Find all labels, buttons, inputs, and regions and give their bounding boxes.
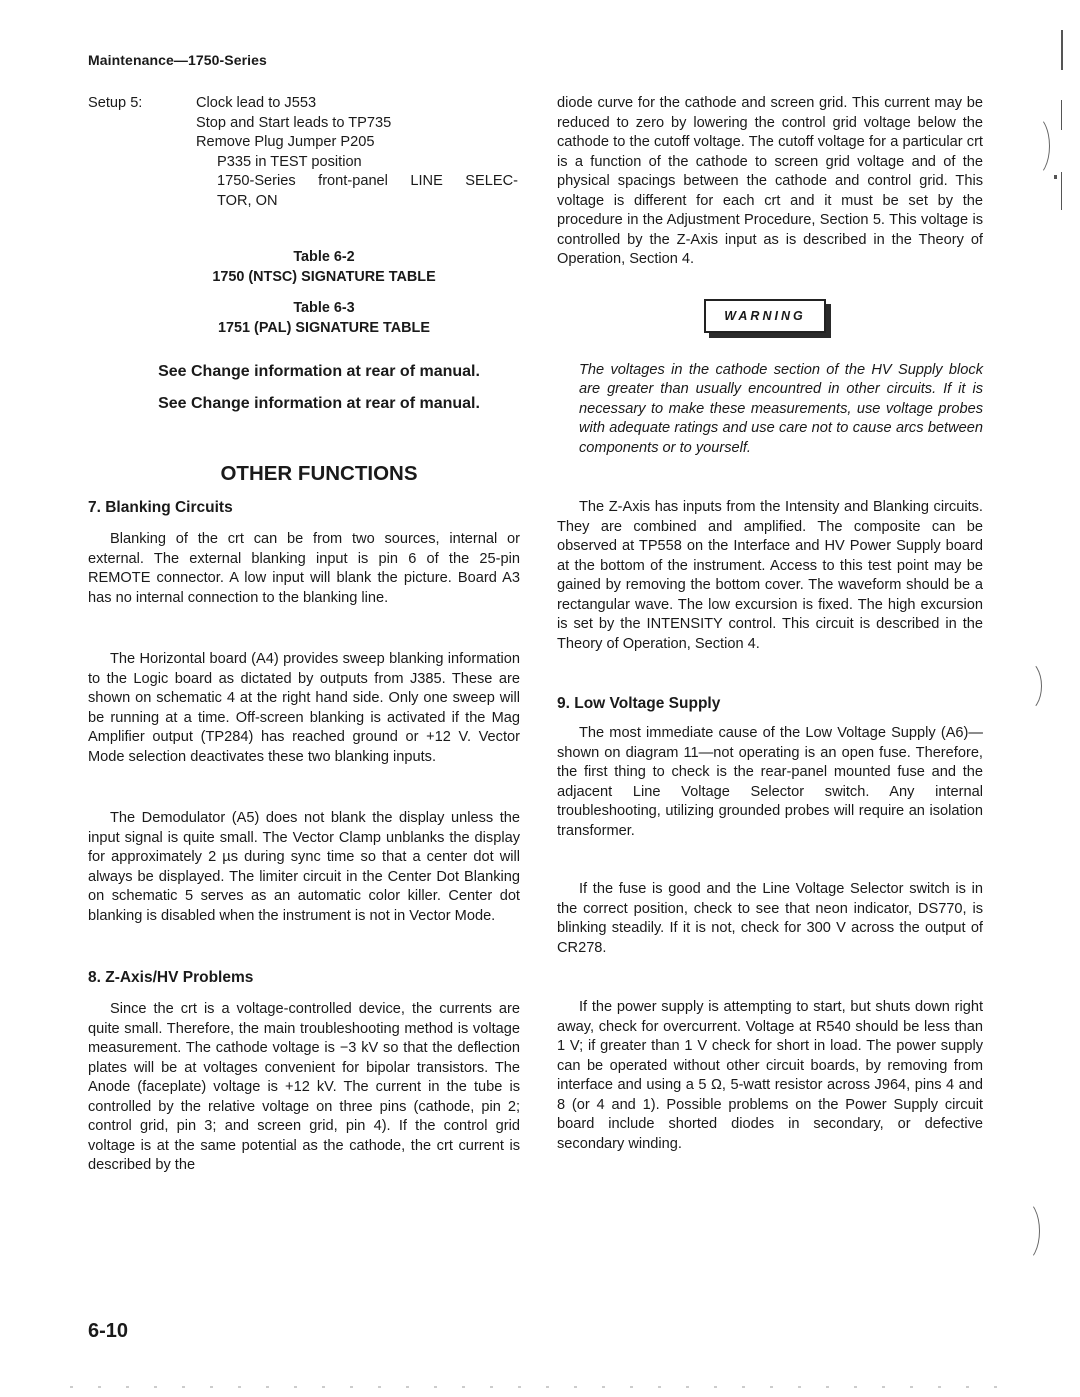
warning-label: WARNING (704, 299, 826, 333)
scan-artifact (1018, 115, 1050, 177)
paragraph: If the power supply is attempting to start, but shuts down right away, check for overcurrent. Voltage at R540 should be less than 1 V; if greater than 1 V check for short in load. The power supply can be operated without other circuit boards, by removing from interface and using a 5 Ω, 5-watt resistor across J964, pins 4 and 8 (or 4 and 1). Possible problems on the Power Supply circuit board include shorted diodes in secondary, or defective secondary winding. (557, 999, 983, 1152)
paragraph: Since the crt is a voltage-controlled device, the currents are quite small. Therefore, the main troubleshooting method is voltage measurement. The cathode voltage is −3 kV so that the deflection plates will be at voltages convenient for bipolar transistors. The Anode (faceplate) voltage is +12 kV. The current in the tube is controlled by the relative voltage on three pins (cathode, pin 2; control grid, pin 3; and screen grid, pin 4). If the control grid voltage is at the same potential as the cathode, the crt current is described by the (88, 1001, 520, 1174)
setup-substep: P335 in TEST position (217, 153, 362, 170)
heading-blanking-circuits: 7. Blanking Circuits (88, 499, 233, 517)
setup-steps (196, 94, 518, 211)
binding-mark (1054, 175, 1057, 179)
setup-step: Stop and Start leads to TP735 (196, 114, 392, 131)
change-note: See Change information at rear of manual. (158, 395, 480, 413)
section-title: OTHER FUNCTIONS (220, 462, 418, 486)
binding-mark (1061, 30, 1063, 70)
paragraph: The most immediate cause of the Low Voltage Supply (A6)—shown on diagram 11—not operating is an open fuse. Therefore, the first thing to check is the rear-panel mounted fuse and the adjacent Line Voltage Selector switch. Any internal troubleshooting, utilizing grounded probes will require an isolation transformer. (557, 725, 983, 839)
table-title: 1751 (PAL) SIGNATURE TABLE (218, 319, 430, 336)
heading-low-voltage-supply: 9. Low Voltage Supply (557, 695, 721, 712)
setup-substep: 1750-Series front-panel LINE SELEC- (217, 173, 518, 189)
table-references (88, 248, 520, 338)
scan-artifact (1010, 660, 1042, 712)
binding-mark (1061, 100, 1062, 130)
change-note: See Change information at rear of manual. (158, 363, 480, 381)
paragraph-continued: diode curve for the cathode and screen grid. This current may be reduced to zero by lowering the control grid voltage below the cathode to the cutoff voltage. The cutoff voltage for a particular crt is a function of the cathode to screen grid voltage and of the physical spacings between the cathode and control grid. This voltage is different for each crt and it must be set by the procedure in the Adjustment Procedure, Section 5. This voltage is controlled by the Z-Axis input as is described in the Theory of Operation, Section 4. (557, 95, 983, 267)
setup-step: Remove Plug Jumper P205 (196, 134, 375, 150)
paragraph: The Z-Axis has inputs from the Intensity and Blanking circuits. They are combined and amplified. The composite can be observed at TP558 on the Interface and HV Power Supply board at the bottom of the instrument. Access to this test point may be gained by removing the bottom cover. The waveform should be a rectangular wave. The low excursion is fixed. The high excursion is set by the INTENSITY control. This circuit is described in the Theory of Operation, Section 4. (557, 499, 983, 652)
paragraph: Blanking of the crt can be from two sources, internal or external. The external blanking input is pin 6 of the 25-pin REMOTE connector. A low input will blank the picture. Board A3 has no internal connection to the blanking line. (88, 531, 520, 606)
page-number: 6-10 (88, 1320, 129, 1342)
table-ref-6-2 (128, 248, 520, 287)
table-number: Table 6-3 (293, 300, 355, 317)
scan-artifact (70, 1386, 1010, 1388)
scan-artifact (1008, 1200, 1040, 1262)
warning-callout (557, 299, 983, 355)
warning-text: The voltages in the cathode section of the HV Supply block are greater than usually encountred in other circuits. If it is necessary to make these measurements, use voltage probes with adequate ratings and use care not to cause arcs between components or to yourself. (579, 361, 983, 456)
right-column (557, 94, 983, 1154)
running-head: Maintenance—1750-Series (88, 52, 267, 68)
paragraph: The Horizontal board (A4) provides sweep blanking information to the Logic board as dictated by outputs from J385. These are shown on schematic 4 at the right hand side. Only one sweep will be running at a time. Off-screen blanking is activated if the Mag Amplifier output (TP284) has reached ground or +12 V. Vector Mode selection deactivates these two blanking inputs. (88, 651, 520, 765)
paragraph: If the fuse is good and the Line Voltage Selector switch is in the correct position, check to see that neon indicator, DS770, is blinking steadily. If it is not, check for 300 V across the output of CR278. (557, 881, 983, 956)
table-number: Table 6-2 (293, 249, 355, 265)
heading-zaxis-hv-problems: 8. Z-Axis/HV Problems (88, 969, 254, 987)
paragraph: The Demodulator (A5) does not blank the display unless the input signal is quite small. The Vector Clamp unblanks the display for approximately 2 µs during sync time so that a center dot will always be displayed. The limiter circuit in the Center Dot Blanking on schematic 5 serves as an automatic color killer. Center dot blanking is disabled when the instrument is not in Vector Mode. (88, 810, 520, 924)
binding-mark (1061, 172, 1062, 210)
table-ref-6-3 (128, 299, 520, 338)
setup-label: Setup 5: (88, 95, 143, 111)
left-column (88, 94, 520, 1176)
setup-step: Clock lead to J553 (196, 95, 317, 111)
setup-instructions (88, 94, 520, 218)
table-title: 1750 (NTSC) SIGNATURE TABLE (212, 268, 436, 285)
setup-substep: TOR, ON (217, 192, 278, 209)
